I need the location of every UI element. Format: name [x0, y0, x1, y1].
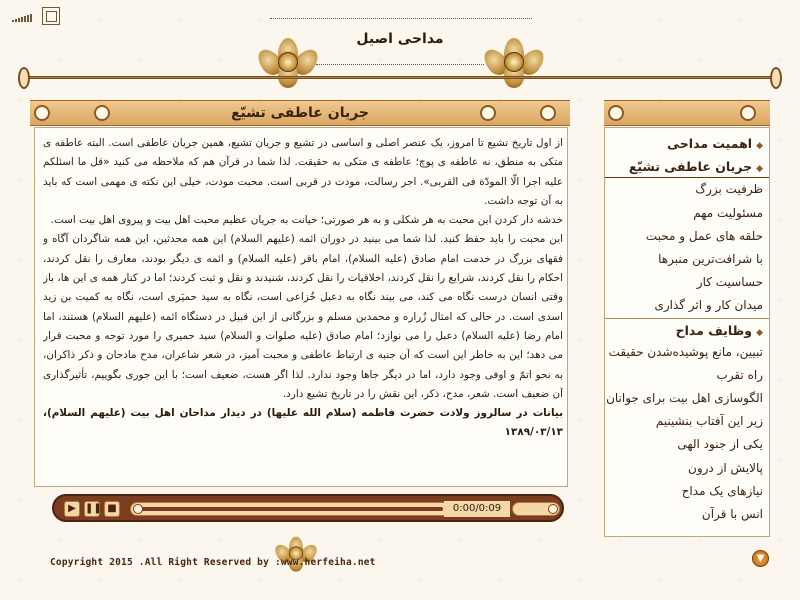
sidebar-menu	[605, 132, 769, 526]
play-icon[interactable]: ▶	[64, 501, 80, 517]
corner-ornament-icon	[476, 101, 510, 127]
signal-icon[interactable]	[12, 12, 32, 22]
sidebar-item-importance[interactable]: ◆اهمیت مداحی	[667, 136, 763, 151]
sidebar-item-emotional-current[interactable]: ◆جریان عاطفی تشیّع	[605, 155, 769, 178]
seek-handle[interactable]	[133, 504, 143, 514]
time-display: 0:00/0:09	[444, 501, 510, 517]
sidebar-item[interactable]: راه تقرب	[716, 367, 763, 382]
paragraph: این محبت را باید حفظ کنید. لذا شما می بینید در دوران ائمه (علیهم السلام) این همه محدثین، این همه شاگردان آگاه و فقهای بزرگ در خدمت امام صادق (علیه السلام)، امام باقر (علیه السلام) و ائمه ی دیگر بودند، معارف را نقل کردند، احکام را نقل کردند، شرایع را نقل کردند، اخلاقیات را نقل کردند، شنیدند و نقل و ثبت کردند؛ اما در کنار همه ی این ها، باز وقتی انسان درست نگاه می کند، می بیند نگاه به دعبل خُزاعی است، نگاه به سید حمیَری است، نگاه به کمیت بن زید اسدی است. در حالی که امثال زُراره و محمدبن مسلم و بزرگانی از این قبیل در دستگاه ائمه (علیهم السلام) هستند، اما امام رضا (علیه السلام) دعبل را می نوازد؛ امام صادق (علیه صلوات و السلام) سید حمیری را مورد توجه و محبت قرار می دهد؛ این به خاطر این است که آن جنبه ی ارتباط عاطفی و محبت آمیز، در شعر شاعران، مدح مادحان و ذکر ذاکران، به نحو اتمّ و اوفی وجود دارد، اما در دیگر جاها وجود ندارد. لذا اگر هست، ضعیف است؛ با این جوری بگوییم، تأثیرگذاری آن ضعیف است. شعر، مدح، ذکر، این نقش را در تاریخ تشیع دارد.	[43, 233, 563, 400]
sidebar-item[interactable]: میدان کار و اثر گذاری	[654, 298, 763, 313]
stop-icon[interactable]: ■	[104, 501, 120, 517]
sidebar-item[interactable]: تبیین، مانع پوشیده‌شدن حقیقت	[608, 344, 763, 359]
sidebar-item[interactable]: انس با قرآن	[701, 507, 763, 521]
sidebar-item[interactable]: نیازهای یک مداح	[681, 483, 763, 498]
content-panel-header	[30, 100, 570, 126]
corner-ornament-icon	[30, 101, 64, 127]
content-title: جریان عاطفی تشیّع	[230, 105, 370, 121]
sidebar-item[interactable]: زیر این آفتاب بنشینیم	[655, 414, 763, 429]
sidebar-item[interactable]: حلقه های عمل و محبت	[645, 228, 763, 243]
pause-icon[interactable]: ❚❚	[84, 501, 100, 517]
seek-slider[interactable]	[130, 502, 450, 516]
sidebar-item[interactable]: مسئولیت مهم	[693, 205, 763, 220]
sidebar-item-duties[interactable]: ◆وظایف مداح	[605, 318, 769, 341]
sidebar	[604, 127, 770, 537]
sidebar-item[interactable]: یکی از جنود الهی	[677, 437, 763, 452]
sidebar-item[interactable]: حساسیت کار	[696, 275, 763, 290]
paragraph: از اول تاریخ تشیع تا امروز، یک عنصر اصلی و اساسی در تشیع و جریان تشیع، همین جریان عاطفی است. البته عاطفه ی متکی به منطق، نه عاطفه ی پوچ؛ عاطفه ی متکی به حقیقت. لذا شما در قرآن هم که ملاحظه می کنید «قل ما اسئلکم علیه اجرا الّا المودّة فی القربی». اجر رسالت، مودت در قربی است. محبت مودت، خیلی این نکته ی مهمی است که باید به آن توجه داشت.	[43, 137, 563, 207]
title-top-line	[270, 18, 532, 19]
source-citation: بیانات در سالروز ولادت حضرت فاطمه (سلام الله علیها) در دیدار مداحان اهل بیت (علیهم السلام)، ۱۳۸۹/۰۳/۱۳	[43, 407, 563, 439]
page-title: مداحی اصیل	[356, 31, 444, 47]
copyright-text: Copyright 2015 .All Right Reserved by :www.herfeiha.net	[50, 557, 376, 568]
corner-ornament-icon	[604, 101, 638, 127]
volume-slider[interactable]	[512, 502, 560, 516]
corner-ornament-icon	[736, 101, 770, 127]
paragraph: خدشه دار کردن این محبت به هر شکلی و به هر صورتی؛ خیانت به جریان عظیم محبت اهل بیت و پیروی اهل بیت است.	[50, 214, 563, 227]
scroll-down-icon[interactable]: ▼	[752, 550, 769, 567]
sidebar-header	[604, 100, 770, 126]
corner-ornament-icon	[536, 101, 570, 127]
fullscreen-icon[interactable]	[42, 7, 60, 25]
header-divider	[24, 76, 776, 79]
content-panel	[34, 127, 568, 487]
title-bottom-line	[316, 64, 484, 65]
divider-end-ornament	[18, 67, 30, 89]
sidebar-item[interactable]: الگوسازی اهل بیت برای جوانان	[606, 391, 763, 406]
divider-end-ornament	[770, 67, 782, 89]
article-text[interactable]	[43, 134, 563, 454]
sidebar-item[interactable]: با شرافت‌ترین منبرها	[658, 251, 763, 266]
corner-ornament-icon	[90, 101, 124, 127]
audio-player	[52, 494, 564, 522]
sidebar-item[interactable]: پالایش از درون	[688, 460, 763, 475]
volume-handle[interactable]	[548, 504, 558, 514]
sidebar-item[interactable]: ظرفیت بزرگ	[695, 182, 763, 197]
